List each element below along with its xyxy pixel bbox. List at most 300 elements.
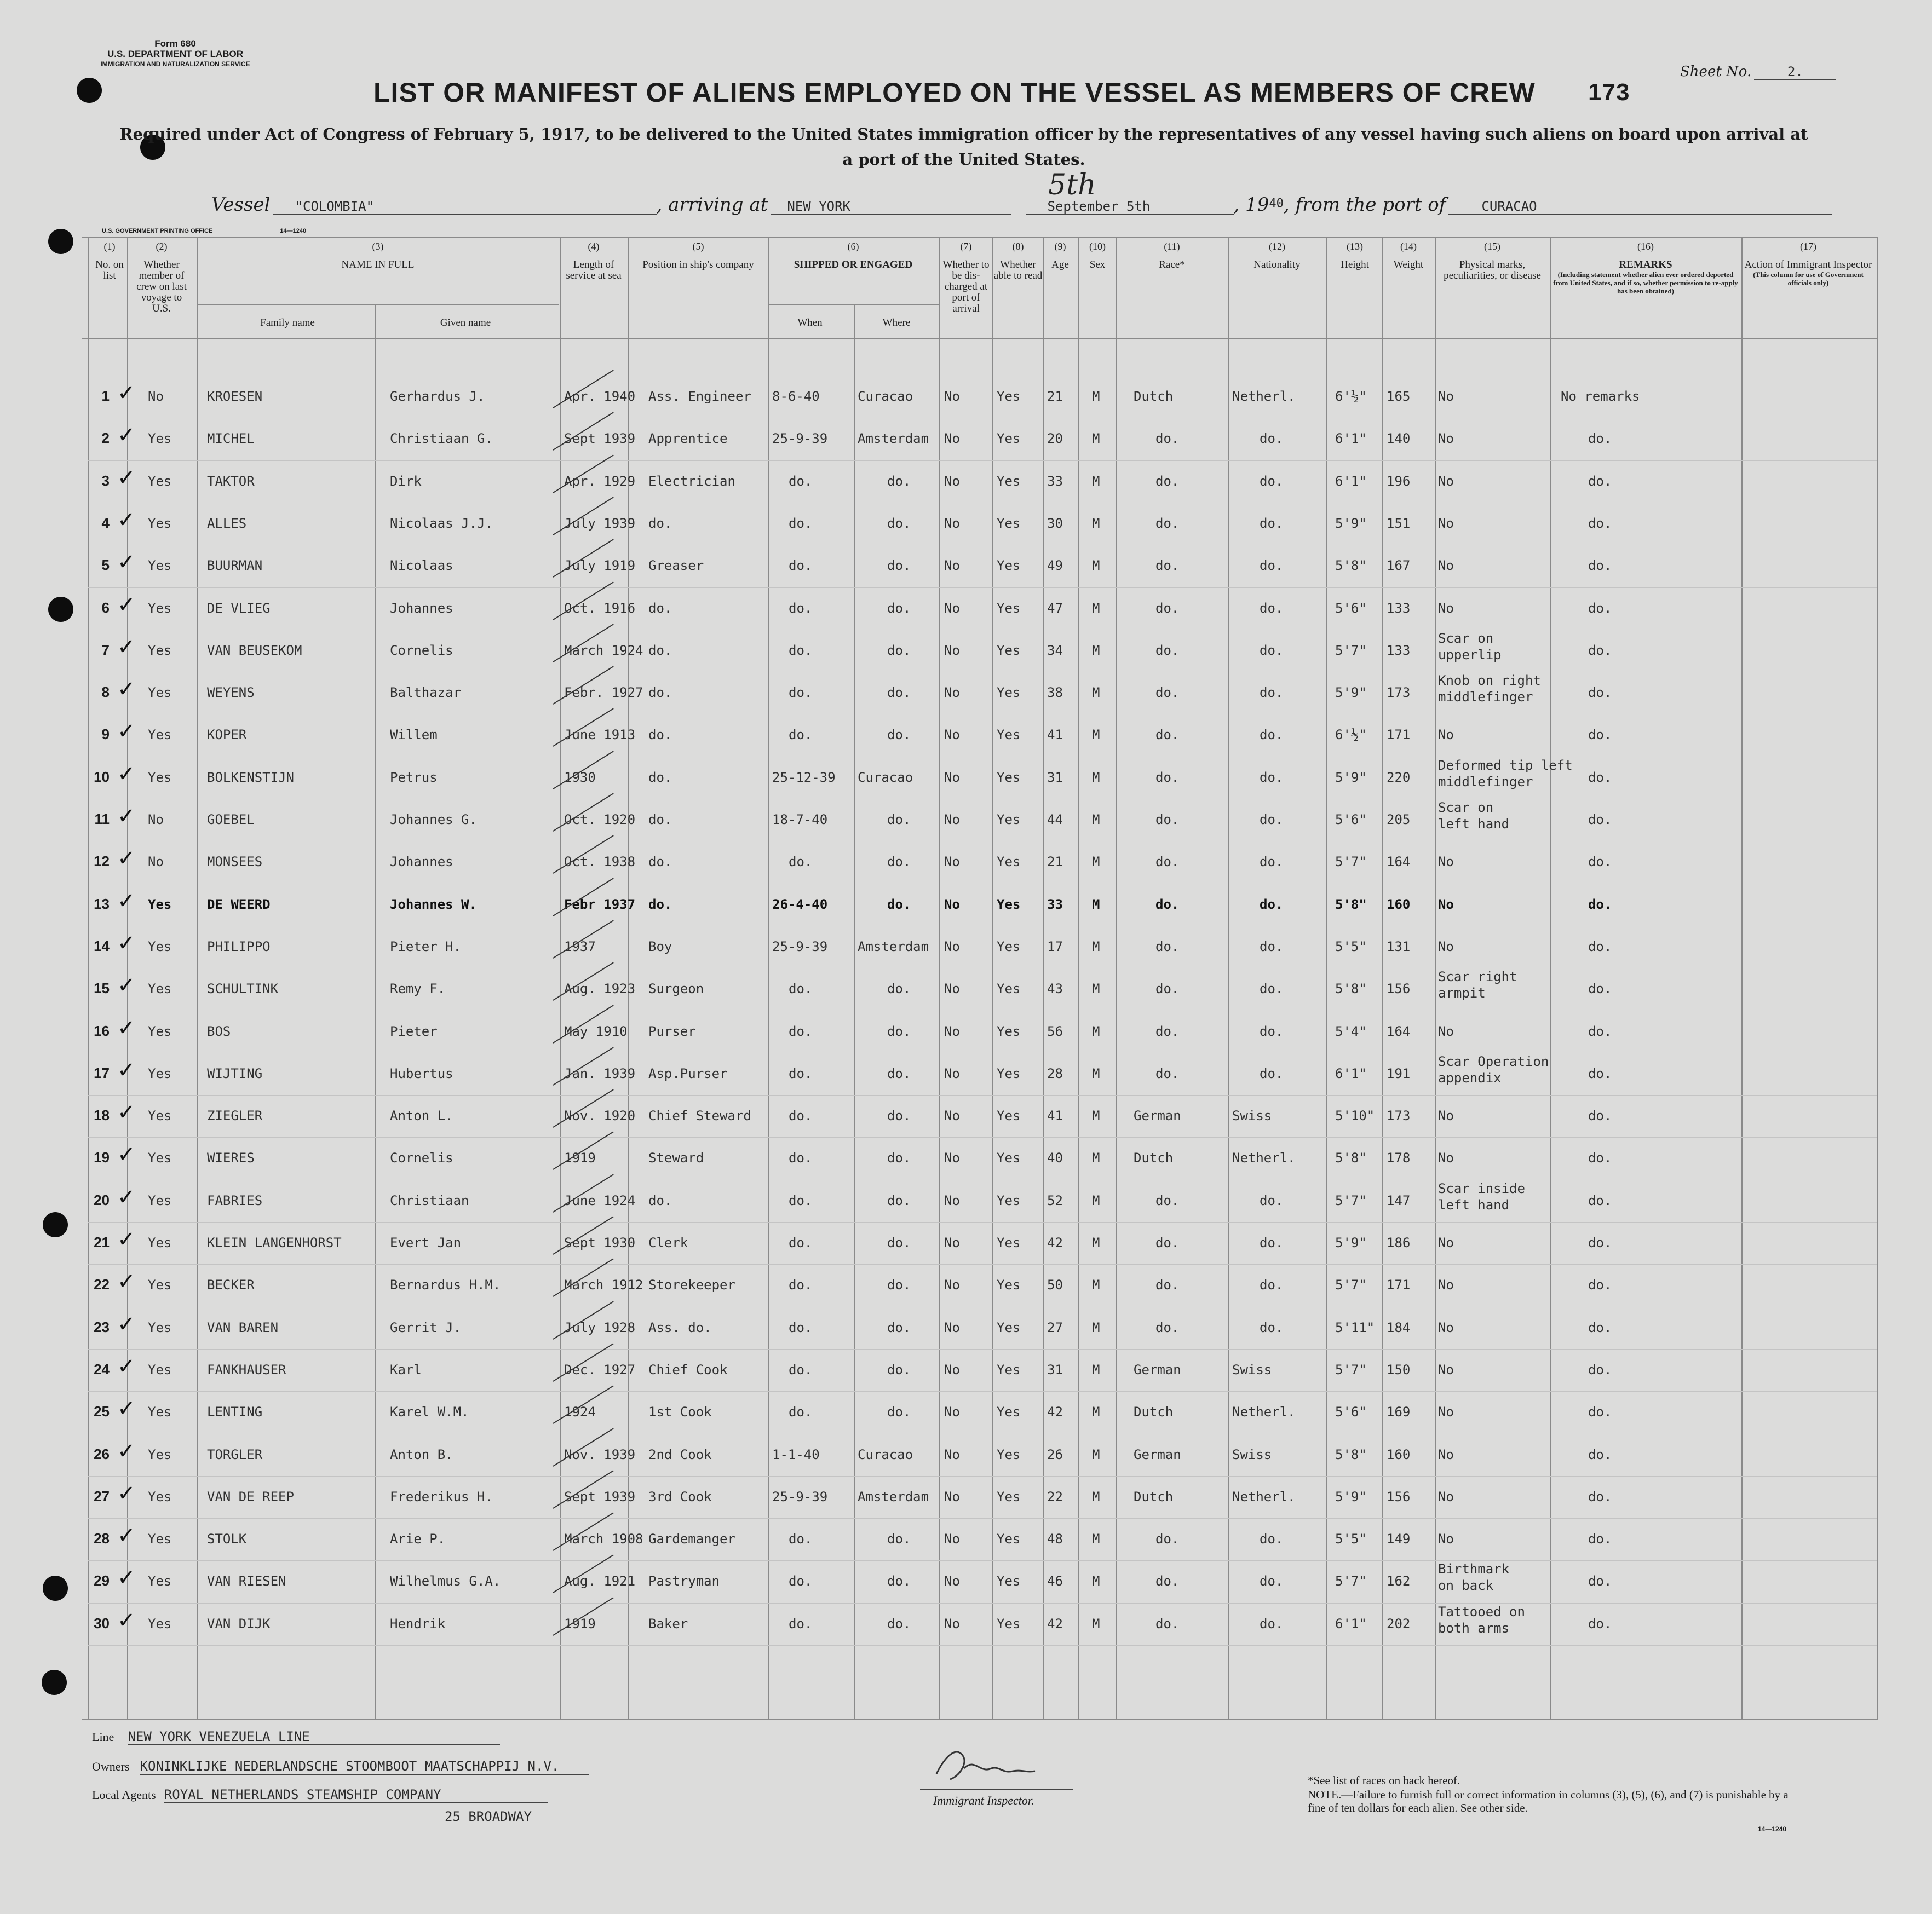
- cell-age: 30: [1047, 516, 1063, 531]
- cell-when: do.: [789, 1235, 813, 1250]
- cell-when: 25-12-39: [772, 770, 836, 785]
- cell-last: Yes: [148, 558, 172, 573]
- cell-weight: 167: [1387, 558, 1411, 573]
- row-number: 25: [94, 1403, 110, 1420]
- checkmark-icon: ✓: [117, 1142, 136, 1167]
- cell-when: 25-9-39: [772, 1489, 828, 1504]
- cell-sex: M: [1092, 1404, 1100, 1420]
- cell-when: do.: [789, 1531, 813, 1547]
- cell-family: VAN BAREN: [207, 1320, 279, 1335]
- checkmark-icon: ✓: [117, 804, 136, 829]
- cell-nat: do.: [1260, 601, 1284, 616]
- cell-remarks: do.: [1588, 558, 1612, 573]
- cell-marks: Scar Operation: [1438, 1054, 1549, 1069]
- row-number: 28: [94, 1530, 110, 1547]
- cell-remarks: do.: [1588, 1362, 1612, 1377]
- cell-height: 5'7": [1335, 1362, 1367, 1377]
- cell-position: Purser: [648, 1024, 696, 1039]
- cell-when: do.: [789, 601, 813, 616]
- cell-read: Yes: [997, 727, 1021, 742]
- cell-race: do.: [1155, 431, 1180, 446]
- cell-disch: No: [944, 1193, 960, 1208]
- cell-when: do.: [789, 1066, 813, 1081]
- cell-weight: 160: [1387, 897, 1411, 912]
- cell-sex: M: [1092, 1193, 1100, 1208]
- cell-disch: No: [944, 1573, 960, 1589]
- cell-position: do.: [648, 516, 672, 531]
- cell-where: do.: [887, 1616, 911, 1631]
- cell-given: Anton L.: [390, 1108, 453, 1123]
- cell-last: Yes: [148, 939, 172, 954]
- cell-weight: 184: [1387, 1320, 1411, 1335]
- row-number: 18: [94, 1107, 110, 1123]
- cell-weight: 178: [1387, 1150, 1411, 1166]
- cell-nat: Netherl.: [1232, 389, 1296, 404]
- cell-last: Yes: [148, 431, 172, 446]
- cell-weight: 151: [1387, 516, 1411, 531]
- cell-read: Yes: [997, 854, 1021, 869]
- table-bottom-border: [82, 1719, 1878, 1720]
- cell-marks: No: [1438, 1024, 1454, 1039]
- row-number: 8: [101, 684, 110, 700]
- cell-sex: M: [1092, 770, 1100, 785]
- header-family-name: Family name: [260, 317, 315, 328]
- cell-disch: No: [944, 474, 960, 489]
- cell-weight: 173: [1387, 685, 1411, 700]
- binder-hole: [48, 597, 73, 622]
- agents-label: Local Agents: [92, 1788, 156, 1802]
- cell-given: Arie P.: [390, 1531, 446, 1547]
- cell-age: 48: [1047, 1531, 1063, 1547]
- cell-disch: No: [944, 1150, 960, 1166]
- cell-where: do.: [887, 1024, 911, 1039]
- cell-service: June 1913: [564, 727, 636, 742]
- cell-position: Electrician: [648, 474, 735, 489]
- cell-remarks: do.: [1588, 1235, 1612, 1250]
- shipped-subheader-rule: [768, 304, 939, 305]
- cell-sex: M: [1092, 474, 1100, 489]
- row-number: 29: [94, 1572, 110, 1589]
- cell-service: Sept 1930: [564, 1235, 636, 1250]
- cell-height: 5'8": [1335, 1447, 1367, 1462]
- cell-age: 42: [1047, 1235, 1063, 1250]
- cell-race: Dutch: [1134, 1489, 1174, 1504]
- cell-sex: M: [1092, 389, 1100, 404]
- cell-where: do.: [887, 685, 911, 700]
- cell-family: ALLES: [207, 516, 247, 531]
- arrival-date: September 5th: [1026, 199, 1234, 215]
- header-col-13: (13) Height: [1341, 241, 1369, 270]
- cell-where: do.: [887, 1066, 911, 1081]
- cell-sex: M: [1092, 685, 1100, 700]
- cell-last: Yes: [148, 1404, 172, 1420]
- departure-port: CURACAO: [1448, 199, 1832, 215]
- cell-family: VAN DIJK: [207, 1616, 271, 1631]
- cell-where: do.: [887, 1235, 911, 1250]
- cell-service: Nov. 1920: [564, 1108, 636, 1123]
- cell-disch: No: [944, 812, 960, 827]
- cell-when: do.: [789, 1573, 813, 1589]
- cell-service: 1919: [564, 1616, 596, 1631]
- cell-weight: 191: [1387, 1066, 1411, 1081]
- cell-marks-line2: middlefinger: [1438, 774, 1533, 789]
- cell-weight: 133: [1387, 643, 1411, 658]
- cell-nat: do.: [1260, 770, 1284, 785]
- cell-age: 41: [1047, 727, 1063, 742]
- cell-read: Yes: [997, 1489, 1021, 1504]
- cell-disch: No: [944, 643, 960, 658]
- footer-print-code: 14—1240: [1758, 1825, 1787, 1833]
- cell-weight: 147: [1387, 1193, 1411, 1208]
- cell-when: 25-9-39: [772, 431, 828, 446]
- cell-weight: 156: [1387, 981, 1411, 996]
- cell-height: 5'9": [1335, 685, 1367, 700]
- cell-age: 46: [1047, 1573, 1063, 1589]
- cell-marks: No: [1438, 854, 1454, 869]
- cell-race: do.: [1155, 558, 1180, 573]
- cell-marks: No: [1438, 939, 1454, 954]
- cell-nat: do.: [1260, 1573, 1284, 1589]
- cell-last: Yes: [148, 1362, 172, 1377]
- cell-last: Yes: [148, 1024, 172, 1039]
- cell-given: Karl: [390, 1362, 422, 1377]
- cell-sex: M: [1092, 1024, 1100, 1039]
- cell-remarks: No remarks: [1561, 389, 1640, 404]
- cell-marks: No: [1438, 897, 1454, 912]
- cell-service: March 1908: [564, 1531, 643, 1547]
- cell-weight: 164: [1387, 854, 1411, 869]
- cell-read: Yes: [997, 1362, 1021, 1377]
- column-rule: [1116, 237, 1117, 1719]
- cell-nat: do.: [1260, 727, 1284, 742]
- cell-race: do.: [1155, 1616, 1180, 1631]
- cell-disch: No: [944, 601, 960, 616]
- cell-nat: Swiss: [1232, 1447, 1272, 1462]
- column-rule: [1326, 237, 1327, 1719]
- cell-age: 20: [1047, 431, 1063, 446]
- cell-read: Yes: [997, 1277, 1021, 1293]
- row-rule: [88, 1560, 1877, 1561]
- cell-when: do.: [789, 1150, 813, 1166]
- row-number: 1: [101, 388, 110, 404]
- cell-height: 5'7": [1335, 643, 1367, 658]
- row-number: 11: [94, 811, 110, 827]
- checkmark-icon: ✓: [117, 381, 136, 406]
- cell-age: 22: [1047, 1489, 1063, 1504]
- cell-disch: No: [944, 558, 960, 573]
- cell-nat: do.: [1260, 685, 1284, 700]
- cell-age: 49: [1047, 558, 1063, 573]
- cell-weight: 160: [1387, 1447, 1411, 1462]
- cell-read: Yes: [997, 558, 1021, 573]
- cell-given: Nicolaas J.J.: [390, 516, 493, 531]
- cell-when: do.: [789, 643, 813, 658]
- cell-last: Yes: [148, 516, 172, 531]
- cell-weight: 171: [1387, 727, 1411, 742]
- row-number: 9: [101, 726, 110, 742]
- row-rule: [88, 1645, 1877, 1646]
- form-identification: [93, 38, 257, 70]
- cell-disch: No: [944, 854, 960, 869]
- cell-last: Yes: [148, 1150, 172, 1166]
- cell-weight: 131: [1387, 939, 1411, 954]
- cell-service: July 1939: [564, 516, 636, 531]
- cell-given: Wilhelmus G.A.: [390, 1573, 501, 1589]
- cell-age: 26: [1047, 1447, 1063, 1462]
- cell-remarks: do.: [1588, 685, 1612, 700]
- cell-height: 5'7": [1335, 854, 1367, 869]
- cell-remarks: do.: [1588, 1108, 1612, 1123]
- row-number: 23: [94, 1319, 110, 1335]
- cell-given: Johannes: [390, 601, 453, 616]
- cell-when: do.: [789, 981, 813, 996]
- cell-position: 3rd Cook: [648, 1489, 712, 1504]
- cell-read: Yes: [997, 516, 1021, 531]
- binder-hole: [77, 78, 102, 103]
- cell-marks-line2: left hand: [1438, 1197, 1510, 1213]
- cell-height: 5'7": [1335, 1193, 1367, 1208]
- cell-height: 5'5": [1335, 1531, 1367, 1547]
- cell-last: Yes: [148, 1066, 172, 1081]
- cell-where: do.: [887, 1277, 911, 1293]
- cell-when: 25-9-39: [772, 939, 828, 954]
- checkmark-icon: ✓: [117, 550, 136, 575]
- cell-position: Ass. Engineer: [648, 389, 751, 404]
- cell-remarks: do.: [1588, 643, 1612, 658]
- owners-label: Owners: [92, 1760, 130, 1773]
- binder-hole: [42, 1670, 67, 1695]
- cell-read: Yes: [997, 812, 1021, 827]
- cell-remarks: do.: [1588, 897, 1612, 912]
- cell-service: June 1924: [564, 1193, 636, 1208]
- cell-nat: do.: [1260, 897, 1284, 912]
- cell-last: Yes: [148, 1235, 172, 1250]
- checkmark-icon: ✓: [117, 1439, 136, 1464]
- cell-weight: 173: [1387, 1108, 1411, 1123]
- header-given-name: Given name: [440, 317, 491, 328]
- cell-given: Nicolaas: [390, 558, 453, 573]
- header-col-2: (2) Whether member of crew on last voyage to U.S.: [136, 241, 187, 314]
- cell-race: do.: [1155, 643, 1180, 658]
- cell-where: Amsterdam: [858, 1489, 929, 1504]
- cell-given: Gerrit J.: [390, 1320, 462, 1335]
- row-number: 16: [94, 1023, 110, 1039]
- cell-height: 6'1": [1335, 1066, 1367, 1081]
- cell-when: 26-4-40: [772, 897, 828, 912]
- row-rule: [88, 1603, 1877, 1604]
- checkmark-icon: ✓: [117, 1016, 136, 1041]
- cell-marks: No: [1438, 1447, 1454, 1462]
- arrival-port: NEW YORK: [771, 199, 1011, 215]
- cell-nat: do.: [1260, 939, 1284, 954]
- cell-position: Asp.Purser: [648, 1066, 728, 1081]
- cell-race: do.: [1155, 516, 1180, 531]
- cell-height: 5'8": [1335, 897, 1367, 912]
- cell-read: Yes: [997, 643, 1021, 658]
- cell-race: German: [1134, 1108, 1181, 1123]
- cell-height: 5'9": [1335, 770, 1367, 785]
- cell-remarks: do.: [1588, 1193, 1612, 1208]
- printing-code: 14—1240: [280, 228, 307, 234]
- header-col-10: (10) Sex: [1089, 241, 1106, 270]
- cell-disch: No: [944, 1616, 960, 1631]
- cell-read: Yes: [997, 431, 1021, 446]
- cell-race: do.: [1155, 1193, 1180, 1208]
- shipping-line: NEW YORK VENEZUELA LINE: [128, 1729, 500, 1745]
- cell-marks: Tattooed on: [1438, 1604, 1525, 1619]
- cell-height: 5'6": [1335, 1404, 1367, 1420]
- cell-when: do.: [789, 1320, 813, 1335]
- cell-age: 38: [1047, 685, 1063, 700]
- row-number: 14: [94, 938, 110, 954]
- cell-family: DE VLIEG: [207, 601, 271, 616]
- cell-given: Karel W.M.: [390, 1404, 469, 1420]
- cell-position: Greaser: [648, 558, 704, 573]
- cell-race: Dutch: [1134, 389, 1174, 404]
- cell-race: do.: [1155, 981, 1180, 996]
- cell-where: Curacao: [858, 1447, 913, 1462]
- cell-sex: M: [1092, 1066, 1100, 1081]
- cell-nat: do.: [1260, 1193, 1284, 1208]
- cell-height: 6'½": [1335, 727, 1367, 742]
- service-name: IMMIGRATION AND NATURALIZATION SERVICE: [100, 60, 250, 68]
- cell-position: Apprentice: [648, 431, 728, 446]
- checkmark-icon: ✓: [117, 508, 136, 533]
- cell-read: Yes: [997, 981, 1021, 996]
- cell-disch: No: [944, 981, 960, 996]
- cell-weight: 196: [1387, 474, 1411, 489]
- checkmark-icon: ✓: [117, 1185, 136, 1210]
- cell-race: do.: [1155, 727, 1180, 742]
- cell-when: do.: [789, 474, 813, 489]
- cell-remarks: do.: [1588, 1024, 1612, 1039]
- cell-nat: do.: [1260, 1066, 1284, 1081]
- cell-age: 40: [1047, 1150, 1063, 1166]
- row-number: 19: [94, 1149, 110, 1166]
- cell-last: Yes: [148, 685, 172, 700]
- cell-sex: M: [1092, 727, 1100, 742]
- row-number: 17: [94, 1065, 110, 1081]
- cell-sex: M: [1092, 812, 1100, 827]
- row-rule: [88, 1095, 1877, 1096]
- cell-age: 17: [1047, 939, 1063, 954]
- cell-last: No: [148, 389, 164, 404]
- cell-race: do.: [1155, 1277, 1180, 1293]
- header-col-3: (3) NAME IN FULL: [341, 241, 415, 270]
- cell-marks: No: [1438, 389, 1454, 404]
- cell-given: Hendrik: [390, 1616, 446, 1631]
- cell-race: do.: [1155, 1531, 1180, 1547]
- cell-where: do.: [887, 474, 911, 489]
- cell-where: do.: [887, 981, 911, 996]
- cell-when: do.: [789, 1362, 813, 1377]
- cell-when: 8-6-40: [772, 389, 820, 404]
- cell-marks-line2: appendix: [1438, 1070, 1502, 1086]
- cell-where: do.: [887, 1150, 911, 1166]
- cell-family: SCHULTINK: [207, 981, 279, 996]
- cell-where: do.: [887, 558, 911, 573]
- cell-given: Cornelis: [390, 1150, 453, 1166]
- cell-marks: Birthmark: [1438, 1561, 1510, 1577]
- cell-where: do.: [887, 601, 911, 616]
- cell-disch: No: [944, 431, 960, 446]
- cell-read: Yes: [997, 601, 1021, 616]
- cell-weight: 202: [1387, 1616, 1411, 1631]
- column-rule: [560, 237, 561, 1719]
- cell-family: VAN BEUSEKOM: [207, 643, 302, 658]
- cell-marks-line2: both arms: [1438, 1621, 1510, 1636]
- cell-age: 50: [1047, 1277, 1063, 1293]
- cell-service: Jan. 1939: [564, 1066, 636, 1081]
- cell-read: Yes: [997, 1320, 1021, 1335]
- cell-weight: 133: [1387, 601, 1411, 616]
- cell-marks: No: [1438, 1150, 1454, 1166]
- cell-height: 5'9": [1335, 516, 1367, 531]
- cell-remarks: do.: [1588, 474, 1612, 489]
- cell-last: Yes: [148, 1616, 172, 1631]
- row-number: 7: [101, 642, 110, 658]
- cell-when: do.: [789, 1616, 813, 1631]
- cell-service: 1930: [564, 770, 596, 785]
- name-subheader-rule: [197, 304, 559, 305]
- row-number: 2: [101, 430, 110, 446]
- cell-read: Yes: [997, 1447, 1021, 1462]
- cell-nat: do.: [1260, 516, 1284, 531]
- cell-race: German: [1134, 1362, 1181, 1377]
- checkmark-icon: ✓: [117, 1100, 136, 1125]
- cell-marks: Scar on: [1438, 800, 1494, 815]
- cell-last: Yes: [148, 897, 172, 912]
- cell-race: do.: [1155, 601, 1180, 616]
- cell-family: VAN RIESEN: [207, 1573, 286, 1589]
- header-col-6: (6) SHIPPED OR ENGAGED: [794, 241, 913, 270]
- cell-remarks: do.: [1588, 431, 1612, 446]
- sheet-number: 2.: [1754, 64, 1836, 80]
- cell-height: 5'5": [1335, 939, 1367, 954]
- cell-where: Amsterdam: [858, 939, 929, 954]
- cell-last: Yes: [148, 1531, 172, 1547]
- cell-family: ZIEGLER: [207, 1108, 263, 1123]
- cell-last: Yes: [148, 727, 172, 742]
- cell-age: 21: [1047, 389, 1063, 404]
- cell-marks: No: [1438, 1404, 1454, 1420]
- cell-where: do.: [887, 727, 911, 742]
- cell-service: March 1912: [564, 1277, 643, 1293]
- cell-service: Sept 1939: [564, 1489, 636, 1504]
- cell-age: 42: [1047, 1404, 1063, 1420]
- form-number: Form 680: [154, 38, 196, 49]
- header-col-12: (12) Nationality: [1254, 241, 1301, 270]
- cell-given: Pieter H.: [390, 939, 462, 954]
- cell-race: do.: [1155, 1573, 1180, 1589]
- cell-remarks: do.: [1588, 1277, 1612, 1293]
- cell-height: 5'10": [1335, 1108, 1375, 1123]
- cell-weight: 150: [1387, 1362, 1411, 1377]
- cell-given: Frederikus H.: [390, 1489, 493, 1504]
- cell-when: do.: [789, 1024, 813, 1039]
- vessel-name: "COLOMBIA": [273, 199, 657, 215]
- cell-position: Pastryman: [648, 1573, 720, 1589]
- cell-where: do.: [887, 643, 911, 658]
- row-rule: [88, 1222, 1877, 1223]
- inspector-signature: [925, 1741, 1057, 1790]
- cell-marks: No: [1438, 516, 1454, 531]
- cell-position: Gardemanger: [648, 1531, 735, 1547]
- header-col-4: (4) Length of service at sea: [566, 241, 622, 281]
- cell-disch: No: [944, 1235, 960, 1250]
- cell-given: Johannes: [390, 854, 453, 869]
- voyage-line: [211, 194, 1832, 216]
